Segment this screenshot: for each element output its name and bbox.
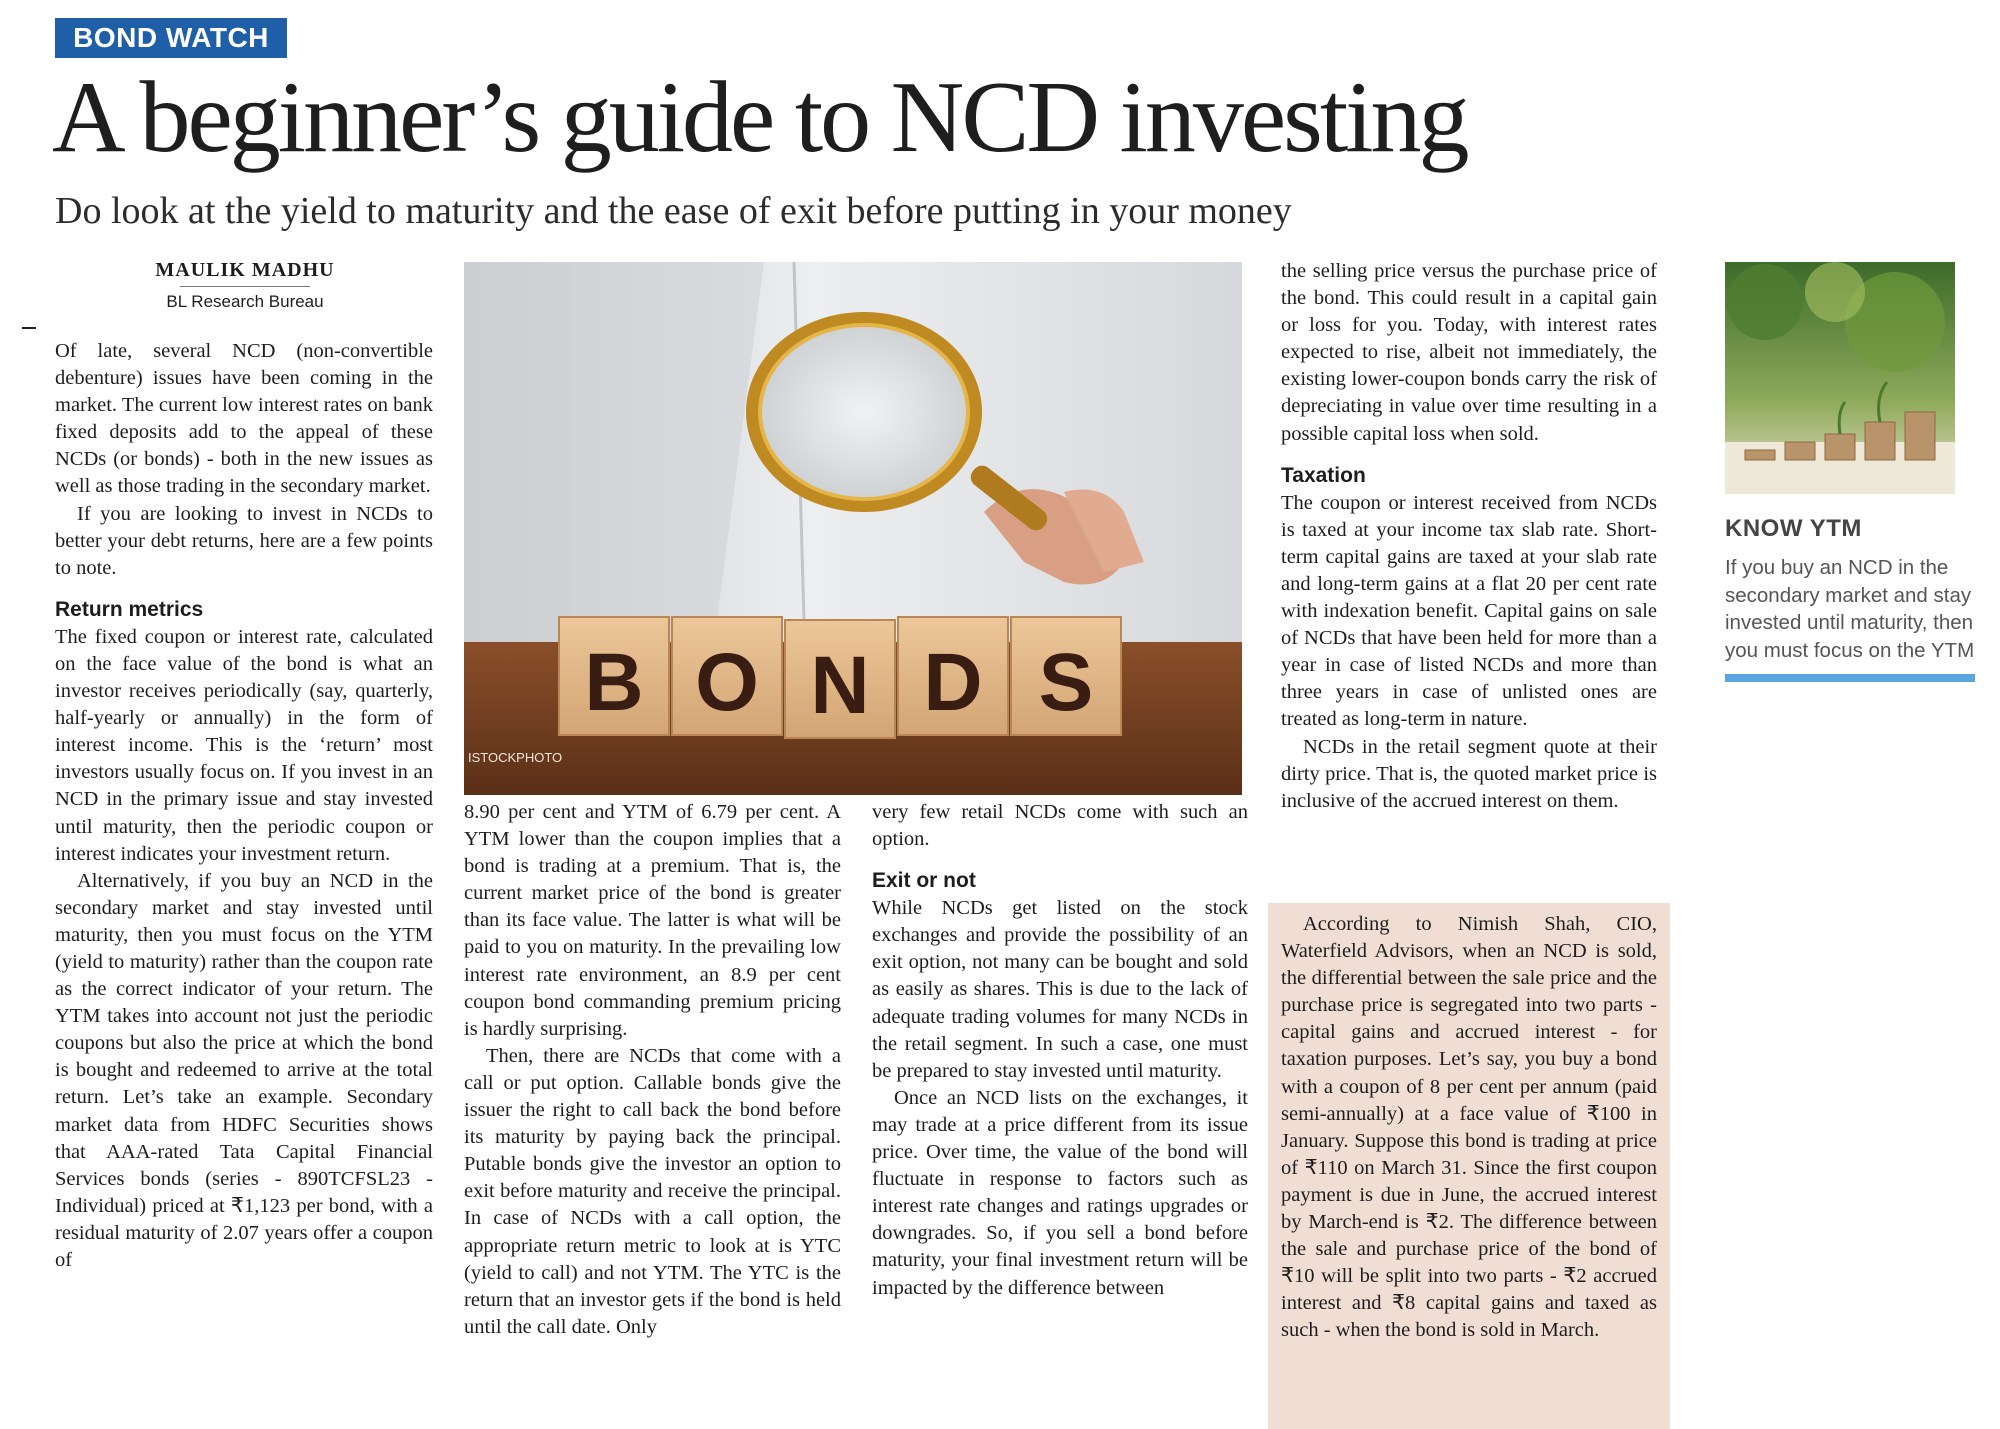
photo-block-letter: B [584,637,644,728]
paragraph: The coupon or interest received from NCDs is taxed at your income tax slab rate. Short-term capital gains are taxed at your slab rate and long-term gains at a flat 20 per cent rate with indexation benefit. Capital gains on sale of NCDs that have been held for more than a year in case of listed NCDs and more than three years in case of unlisted ones are treated as long-term in nature. [1281,491,1657,731]
coins-plants-photo [1725,262,1955,494]
photo-credit: ISTOCKPHOTO [468,750,563,765]
section-heading-return-metrics: Return metrics [55,597,204,621]
paragraph: Of late, several NCD (non-convertible debenture) issues have been coming in the market. The current low interest rates on bank fixed deposits add to the appeal of these NCDs (or bonds) - both in the new issues as well as those trading in the secondary market. [55,340,433,498]
column-4-highlighted [1281,911,1657,1345]
byline-author: MAULIK MADHU [155,259,335,281]
paragraph: 8.90 per cent and YTM of 6.79 per cent. A YTM lower than the coupon implies that a bond is trading at a premium. That is, the current market price of the bond is greater than its face value. The latter is what will be paid to you on maturity. In the prevailing low interest rate environment, an 8.9 per cent coupon bond commanding premium pricing is hardly surprising. [464,801,841,1040]
byline-bureau: BL Research Bureau [166,292,324,311]
margin-mark [22,327,36,329]
section-heading-exit-or-not: Exit or not [872,869,976,893]
section-tag: BOND WATCH [55,18,287,58]
sidebar-title: KNOW YTM [1725,515,1862,542]
column-4 [1281,258,1657,815]
column-3 [872,799,1248,1302]
paragraph: The fixed coupon or interest rate, calculated on the face value of the bond is what an investor receives periodically (say, quarterly, half-yearly or annually) in the form of interest income. This is the ‘return’ most investors usually focus on. If you invest in an NCD in the primary issue and stay invested until maturity, then the periodic coupon or interest indicates your investment return. [55,625,433,865]
column-2 [464,799,841,1341]
photo-block-letter: O [695,637,759,728]
subhead: Do look at the yield to maturity and the ease of exit before putting in your money [55,190,1292,232]
paragraph: Once an NCD lists on the exchanges, it may trade at a price different from its issue price. Over time, the value of the bond will fluctuate in response to factors such as interest rate changes and ratings upgrades or downgrades. So, if you sell a bond before maturity, your final investment return will be impacted by the difference between [872,1086,1248,1299]
paragraph: NCDs in the retail segment quote at their dirty price. That is, the quoted market price is inclusive of the accrued interest on them. [1281,735,1657,812]
sidebar-text: If you buy an NCD in the secondary market and stay invested until maturity, then you must focus on the YTM [1725,556,1975,662]
bonds-photo [464,262,1242,795]
paragraph: Then, there are NCDs that come with a call or put option. Callable bonds give the issuer the right to call back the bond before its maturity by paying back the principal. Putable bonds give the investor an option to exit before maturity and receive the principal. In case of NCDs with a call option, the appropriate return metric to look at is YTC (yield to call) and not YTM. The YTC is the return that an investor gets if the bond is held until the call date. Only [464,1044,841,1338]
photo-block-letter: N [810,640,870,731]
byline [55,256,435,313]
photo-block-letter: D [923,637,983,728]
section-heading-taxation: Taxation [1281,463,1366,487]
paragraph: If you are looking to invest in NCDs to better your debt returns, here are a few points to note. [55,502,433,579]
photo-block-letter: S [1038,637,1094,728]
paragraph: While NCDs get listed on the stock exchanges and provide the possibility of an exit option, not many can be bought and sold as easily as shares. This is due to the lack of adequate trading volumes for many NCDs in the retail segment. In such a case, one must be prepared to stay invested until maturity. [872,897,1248,1082]
column-1 [55,338,433,1274]
paragraph: the selling price versus the purchase price of the bond. This could result in a capital gain or loss for you. Today, with interest rates expected to rise, albeit not immediately, the existing lower-coupon bonds carry the risk of depreciating in value over time resulting in a possible capital loss when sold. [1281,260,1657,445]
byline-rule [180,286,310,287]
paragraph: very few retail NCDs come with such an option. [872,801,1248,851]
headline: A beginner’s guide to NCD investing [52,61,1467,174]
paragraph: Alternatively, if you buy an NCD in the secondary market and stay invested until maturity, then you must focus on the YTM (yield to maturity) rather than the coupon rate as the correct indicator of your return. The YTM takes into account not just the periodic coupons but also the price at which the bond is bought and redeemed to arrive at the total return. Let’s take an example. Secondary market data from HDFC Securities shows that AAA-rated Tata Capital Financial Services bonds (series - 890TCFSL23 - Individual) priced at ₹1,123 per bond, with a residual maturity of 2.07 years offer a coupon of [55,869,433,1271]
paragraph: According to Nimish Shah, CIO, Waterfield Advisors, when an NCD is sold, the differential between the sale price and the purchase price is segregated into two parts - capital gains and accrued interest - for taxation purposes. Let’s say, you buy a bond with a coupon of 8 per cent per annum (paid semi-annually) at a face value of ₹100 in January. Suppose this bond is trading at price of ₹110 on March 31. Since the first coupon payment is due in June, the accrued interest by March-end is ₹2. The difference between the sale and purchase price of the bond of ₹10 will be split into two parts - ₹2 accrued interest and ₹8 capital gains and taxed as such - when the bond is sold in March. [1281,913,1657,1342]
know-ytm-sidebar [1725,512,1980,682]
sidebar-accent-bar [1725,674,1975,682]
